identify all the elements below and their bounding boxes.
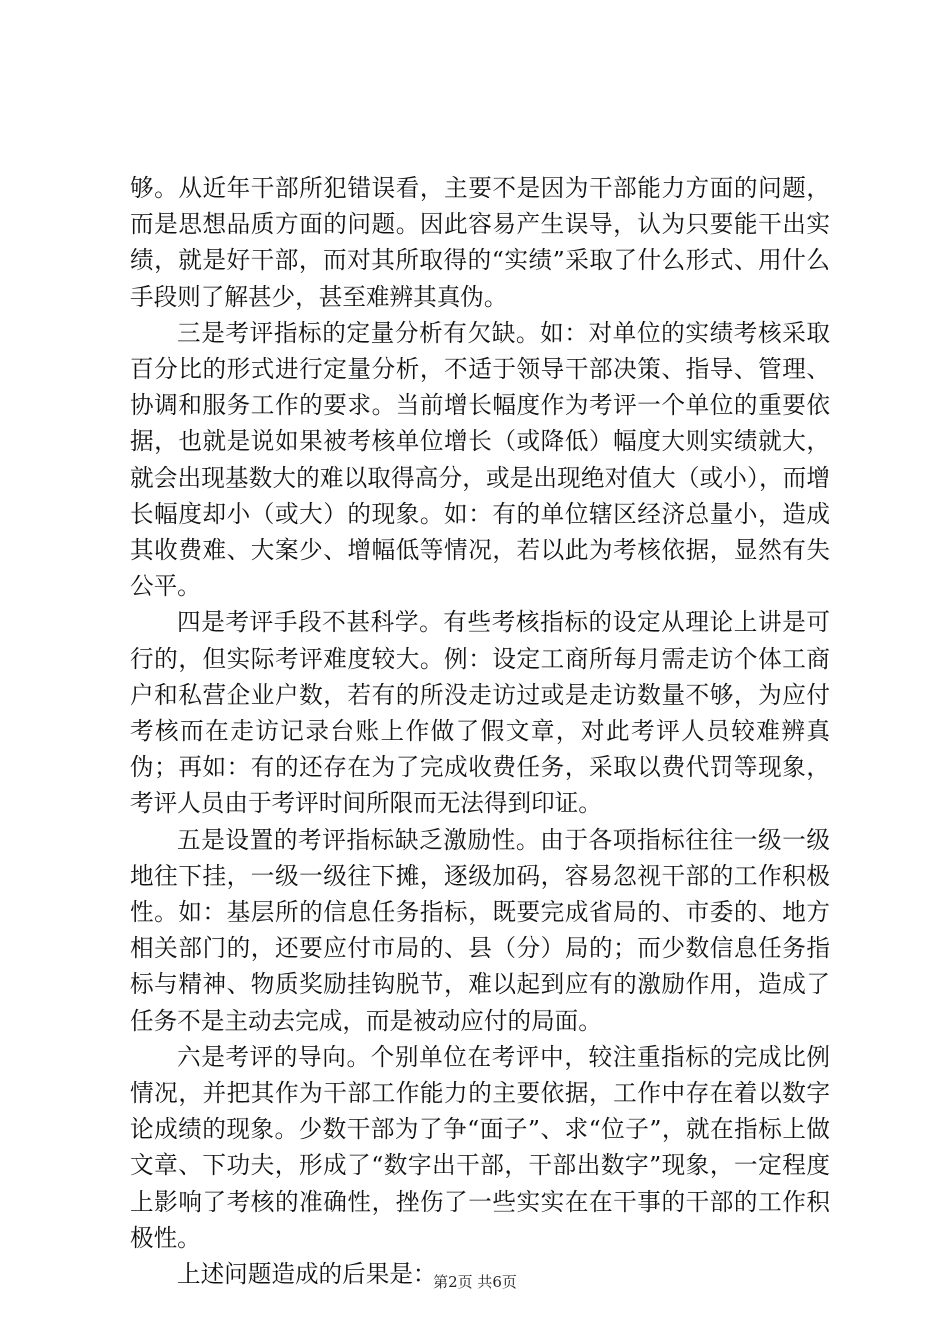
paragraph-point-five: 五是设置的考评指标缺乏激励性。由于各项指标往往一级一级地往下挂，一级一级往下摊，逐级加码，容易忽视干部的工作积极性。如：基层所的信息任务指标，既要完成省局的、市委的、地方相关部门的，还要应付市局的、县（分）局的；而少数信息任务指标与精神、物质奖励挂钩脱节，难以起到应有的激励作用，造成了任务不是主动去完成，而是被动应付的局面。 [130, 825, 830, 1035]
page-footer: 第2页 共6页 [433, 1273, 517, 1291]
paragraph-consequences-intro: 上述问题造成的后果是： [177, 1260, 437, 1289]
paragraph-point-four: 四是考评手段不甚科学。有些考核指标的设定从理论上讲是可行的，但实际考评难度较大。例：设定工商所每月需走访个体工商户和私营企业户数，若有的所没走访过或是走访数量不够，为应付考核而在走访记录台账上作做了假文章，对此考评人员较难辨真伪；再如：有的还存在为了完成收费任务，采取以费代罚等现象，考评人员由于考评时间所限而无法得到印证。 [130, 608, 830, 818]
paragraph-point-six: 六是考评的导向。个别单位在考评中，较注重指标的完成比例情况，并把其作为干部工作能力的主要依据，工作中存在着以数字论成绩的现象。少数干部为了争“面子”、求“位子”，就在指标上做文章、下功夫，形成了“数字出干部，干部出数字”现象，一定程度上影响了考核的准确性，挫伤了一些实实在在干事的干部的工作积极性。 [130, 1042, 830, 1252]
document-body [130, 170, 830, 1292]
paragraph-continuation: 够。从近年干部所犯错误看，主要不是因为干部能力方面的问题，而是思想品质方面的问题。因此容易产生误导，认为只要能干出实绩，就是好干部，而对其所取得的“实绩”采取了什么形式、用什么手段则了解甚少，甚至难辨其真伪。 [130, 174, 830, 311]
paragraph-point-three: 三是考评指标的定量分析有欠缺。如：对单位的实绩考核采取百分比的形式进行定量分析，不适于领导干部决策、指导、管理、协调和服务工作的要求。当前增长幅度作为考评一个单位的重要依据，也就是说如果被考核单位增长（或降低）幅度大则实绩就大，就会出现基数大的难以取得高分，或是出现绝对值大（或小），而增长幅度却小（或大）的现象。如：有的单位辖区经济总量小，造成其收费难、大案少、增幅低等情况，若以此为考核依据，显然有失公平。 [130, 318, 830, 601]
